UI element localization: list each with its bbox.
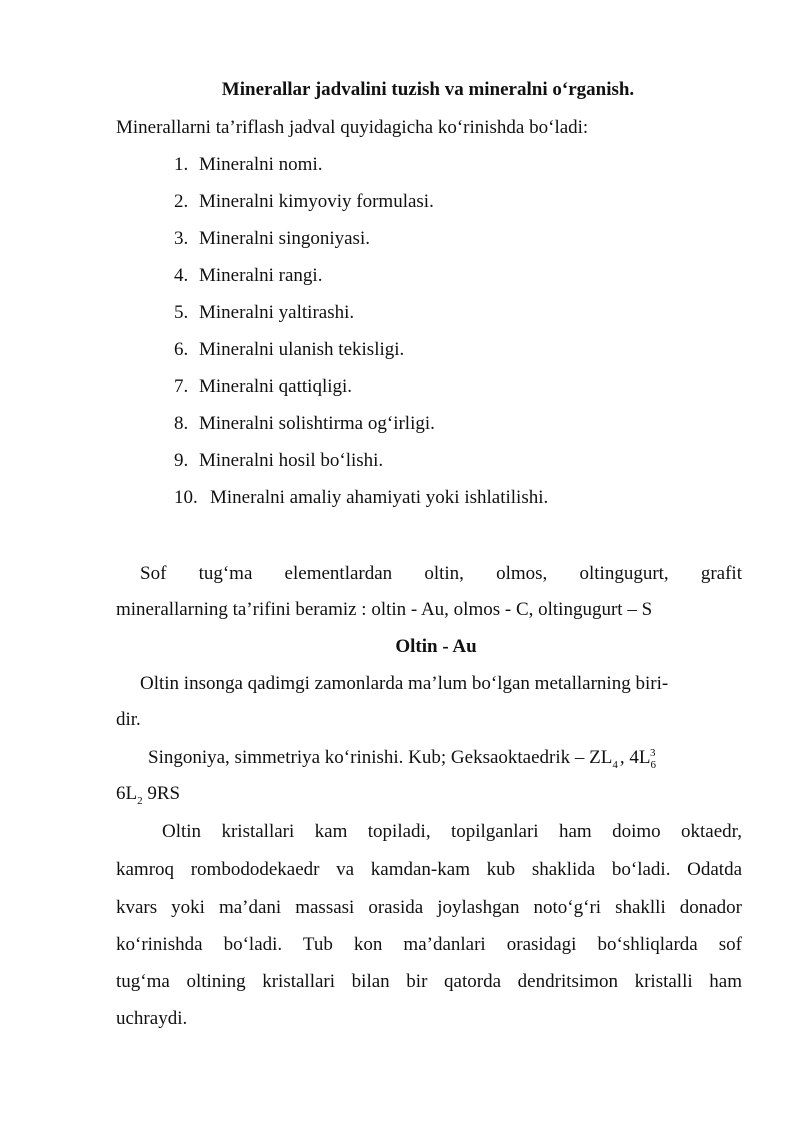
list-item-text: Mineralni singoniyasi. [199, 228, 370, 249]
symmetry-text: , 4L [619, 747, 651, 768]
symmetry-line [116, 782, 180, 806]
symmetry-text: 6L [116, 783, 138, 804]
list-item [174, 412, 435, 436]
list-item [174, 227, 370, 251]
list-item [174, 264, 322, 288]
paragraph-line: dir. [116, 709, 141, 730]
list-item-text: Mineralni rangi. [199, 265, 323, 286]
list-item [174, 375, 352, 399]
list-item-number: 8. [174, 413, 189, 434]
list-item [174, 190, 434, 214]
list-item [174, 486, 548, 510]
list-item-text: Mineralni ulanish tekisligi. [199, 339, 405, 360]
list-item-number: 6. [174, 339, 189, 360]
list-item-number: 7. [174, 376, 189, 397]
paragraph-line: kvars yoki ma’dani massasi orasida joylashgan noto‘g‘ri shaklli donador [116, 897, 742, 918]
list-item-number: 5. [174, 302, 189, 323]
subscript: 6 [650, 758, 656, 771]
list-item-text: Mineralni hosil bo‘lishi. [199, 450, 384, 471]
paragraph-line: kamroq rombododekaedr va kamdan-kam kub shaklida bo‘ladi. Odatda [116, 859, 742, 880]
subscript: 2 [137, 794, 143, 807]
intro-text: Minerallarni ta’riflash jadval quyidagicha ko‘rinishda bo‘ladi: [116, 117, 589, 138]
symmetry-text: Singoniya, simmetriya ko‘rinishi. Kub; Geksaoktaedrik – ZL [148, 747, 613, 768]
symmetry-line [148, 746, 655, 770]
subscript: 4 [612, 758, 618, 771]
list-item-text: Mineralni yaltirashi. [199, 302, 355, 323]
list-item-number: 10. [174, 487, 198, 508]
list-item [174, 449, 383, 473]
list-item-text: Mineralni solishtirma og‘irligi. [199, 413, 435, 434]
superscript: 3 [649, 746, 656, 759]
list-item-text: Mineralni amaliy ahamiyati yoki ishlatilishi. [210, 487, 549, 508]
list-item-number: 3. [174, 228, 189, 249]
paragraph-line: uchraydi. [116, 1008, 188, 1029]
list-item-number: 4. [174, 265, 189, 286]
list-item-text: Mineralni nomi. [199, 154, 323, 175]
paragraph-line: Sof tug‘ma elementlardan oltin, olmos, oltingugurt, grafit [140, 563, 742, 584]
section-heading: Oltin - Au [395, 636, 477, 657]
page-title: Minerallar jadvalini tuzish va mineralni o‘rganish. [221, 79, 635, 100]
list-item-text: Mineralni qattiqligi. [199, 376, 353, 397]
list-item [174, 301, 354, 325]
list-item [174, 338, 404, 362]
list-item [174, 153, 322, 177]
paragraph-line: minerallarning ta’rifini beramiz : oltin - Au, olmos - C, oltingugurt – S [116, 599, 653, 620]
list-item-number: 9. [174, 450, 189, 471]
paragraph-line: ko‘rinishda bo‘ladi. Tub kon ma’danlari orasidagi bo‘shliqlarda sof [116, 934, 742, 955]
paragraph-line: tug‘ma oltining kristallari bilan bir qatorda dendritsimon kristalli ham [116, 971, 742, 992]
list-item-text: Mineralni kimyoviy formulasi. [199, 191, 434, 212]
list-item-number: 1. [174, 154, 189, 175]
paragraph-line: Oltin insonga qadimgi zamonlarda ma’lum bo‘lgan metallarning biri- [140, 673, 669, 694]
paragraph-line: Oltin kristallari kam topiladi, topilganlari ham doimo oktaedr, [162, 821, 742, 842]
symmetry-text: 9RS [142, 783, 181, 804]
list-item-number: 2. [174, 191, 189, 212]
